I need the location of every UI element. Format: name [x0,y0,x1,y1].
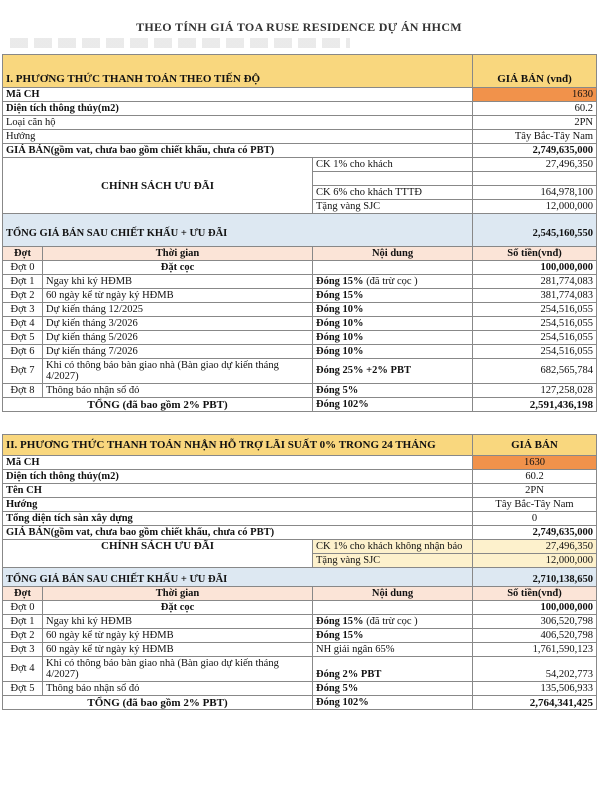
schedule-content: Đóng 10% [313,303,473,317]
schedule-row [3,615,597,629]
schedule-sum-row [3,398,597,412]
schedule-dot: Đợt 6 [3,345,43,359]
schedule-content: Đóng 10% [313,331,473,345]
schedule-time: Thông báo nhận sổ đỏ [43,384,313,398]
schedule-row [3,303,597,317]
schedule-row [3,289,597,303]
schedule-content [313,601,473,615]
policy-item-value: 12,000,000 [473,554,597,568]
schedule-time: Khi có thông báo bàn giao nhà (Bàn giao dự kiến tháng 4/2027) [43,657,313,682]
schedule-content: Đóng 15% (đã trừ cọc ) [313,615,473,629]
schedule-header: Đợt [3,247,43,261]
price-label: GIÁ BÁN(gồm vat, chưa bao gồm chiết khấu, chưa có PBT) [3,526,473,540]
section1-table [2,54,597,434]
price-value: 2,749,635,000 [473,526,597,540]
schedule-dot: Đợt 1 [3,615,43,629]
schedule-time: Dự kiến tháng 5/2026 [43,331,313,345]
schedule-time: Thông báo nhận sổ đỏ [43,682,313,696]
sum-label: TỔNG (đã bao gồm 2% PBT) [3,398,313,412]
policy-item-label: Tặng vàng SJC [313,200,473,214]
schedule-amount: 381,774,083 [473,289,597,303]
schedule-header: Thời gian [43,587,313,601]
section1-heading: I. PHƯƠNG THỨC THANH TOÁN THEO TIẾN ĐỘ [3,55,473,88]
schedule-row [3,682,597,696]
policy-item-value: 164,978,100 [473,186,597,200]
row-value: Tây Bắc-Tây Nam [473,498,597,512]
sum-value: 2,764,341,425 [473,696,597,710]
row-value: 2PN [473,116,597,130]
schedule-time: 60 ngày kể từ ngày ký HĐMB [43,643,313,657]
schedule-row [3,643,597,657]
schedule-dot: Đợt 3 [3,303,43,317]
schedule-content: Đóng 15% [313,629,473,643]
schedule-time: Đặt cọc [43,601,313,615]
schedule-row [3,629,597,643]
schedule-dot: Đợt 7 [3,359,43,384]
schedule-dot: Đợt 8 [3,384,43,398]
schedule-content: Đóng 10% [313,317,473,331]
policy-item-value: 27,496,350 [473,540,597,554]
schedule-amount: 100,000,000 [473,261,597,275]
schedule-content: Đóng 25% +2% PBT [313,359,473,384]
page-title: THEO TÍNH GIÁ TOA RUSE RESIDENCE DỰ ÁN HHCM [136,20,462,34]
schedule-content: Đóng 10% [313,345,473,359]
section2-heading: II. PHƯƠNG THỨC THANH TOÁN NHẬN HỖ TRỢ LÃI SUẤT 0% TRONG 24 THÁNG [3,435,473,456]
row-value: 2PN [473,484,597,498]
total-label: TỔNG GIÁ BÁN SAU CHIẾT KHẤU + ƯU ĐÃI [3,214,473,247]
row-label: Hướng [3,130,473,144]
schedule-amount: 254,516,055 [473,303,597,317]
schedule-dot: Đợt 4 [3,657,43,682]
policy-item-label [313,172,473,186]
schedule-row [3,359,597,384]
schedule-time: Dự kiến tháng 7/2026 [43,345,313,359]
policy-item-value [473,172,597,186]
policy-item-value: 12,000,000 [473,200,597,214]
schedule-amount: 54,202,773 [473,657,597,682]
unit-code-value: 1630 [473,456,597,470]
row-label: Diện tích thông thủy(m2) [3,102,473,116]
row-label: Hướng [3,498,473,512]
schedule-time: Dự kiến tháng 3/2026 [43,317,313,331]
schedule-row [3,331,597,345]
policy-item-label: CK 1% cho khách [313,158,473,172]
schedule-time: Dự kiến tháng 12/2025 [43,303,313,317]
schedule-header: Số tiền(vnđ) [473,247,597,261]
row-value: 0 [473,512,597,526]
schedule-amount: 254,516,055 [473,345,597,359]
schedule-content [313,261,473,275]
schedule-amount: 682,565,784 [473,359,597,384]
schedule-header: Nội dung [313,247,473,261]
row-value: Tây Bắc-Tây Nam [473,130,597,144]
schedule-dot: Đợt 2 [3,629,43,643]
schedule-row [3,601,597,615]
schedule-header: Nội dung [313,587,473,601]
schedule-time: Ngay khi ký HĐMB [43,275,313,289]
total-label: TỔNG GIÁ BÁN SAU CHIẾT KHẤU + ƯU ĐÃI [3,568,473,587]
schedule-dot: Đợt 0 [3,261,43,275]
schedule-header: Thời gian [43,247,313,261]
schedule-row [3,657,597,682]
schedule-row [3,275,597,289]
schedule-time: 60 ngày kể từ ngày ký HĐMB [43,289,313,303]
row-value: 60.2 [473,470,597,484]
schedule-sum-row [3,696,597,710]
section2-table [2,434,597,710]
schedule-amount: 254,516,055 [473,317,597,331]
policy-item-label: Tặng vàng SJC [313,554,473,568]
policy-label: CHÍNH SÁCH ƯU ĐÃI [3,158,313,214]
schedule-dot: Đợt 3 [3,643,43,657]
schedule-dot: Đợt 5 [3,331,43,345]
sum-content: Đóng 102% [313,398,473,412]
schedule-header: Đợt [3,587,43,601]
schedule-amount: 1,761,590,123 [473,643,597,657]
schedule-dot: Đợt 1 [3,275,43,289]
schedule-time: Ngay khi ký HĐMB [43,615,313,629]
schedule-time: 60 ngày kể từ ngày ký HĐMB [43,629,313,643]
total-value: 2,710,138,650 [473,568,597,587]
schedule-dot: Đợt 0 [3,601,43,615]
policy-label: CHÍNH SÁCH ƯU ĐÃI [3,540,313,568]
row-label: Mã CH [3,456,473,470]
policy-item-label: CK 1% cho khách không nhận bảo [313,540,473,554]
schedule-dot: Đợt 4 [3,317,43,331]
unit-code-value: 1630 [473,88,597,102]
row-label: Loại căn hộ [3,116,473,130]
schedule-content: Đóng 5% [313,384,473,398]
schedule-row [3,317,597,331]
section1-price-header: GIÁ BÁN (vnđ) [473,55,597,88]
schedule-content: Đóng 2% PBT [313,657,473,682]
schedule-dot: Đợt 2 [3,289,43,303]
row-label: Mã CH [3,88,473,102]
schedule-header: Số tiền(vnđ) [473,587,597,601]
schedule-row [3,261,597,275]
schedule-content: Đóng 15% [313,289,473,303]
sum-content: Đóng 102% [313,696,473,710]
total-value: 2,545,160,550 [473,214,597,247]
schedule-row [3,345,597,359]
price-label: GIÁ BÁN(gồm vat, chưa bao gồm chiết khấu, chưa có PBT) [3,144,473,158]
sum-value: 2,591,436,198 [473,398,597,412]
schedule-row [3,384,597,398]
policy-item-label: CK 6% cho khách TTTĐ [313,186,473,200]
policy-item-value: 27,496,350 [473,158,597,172]
schedule-amount: 127,258,028 [473,384,597,398]
schedule-dot: Đợt 5 [3,682,43,696]
schedule-content: Đóng 15% (đã trừ cọc ) [313,275,473,289]
blurred-text-strip [10,38,350,48]
schedule-amount: 281,774,083 [473,275,597,289]
schedule-amount: 135,506,933 [473,682,597,696]
section2-price-header: GIÁ BÁN [473,435,597,456]
schedule-amount: 306,520,798 [473,615,597,629]
sum-label: TỔNG (đã bao gồm 2% PBT) [3,696,313,710]
schedule-content: Đóng 5% [313,682,473,696]
schedule-amount: 406,520,798 [473,629,597,643]
price-value: 2,749,635,000 [473,144,597,158]
row-label: Tổng diện tích sàn xây dựng [3,512,473,526]
schedule-amount: 254,516,055 [473,331,597,345]
schedule-time: Khi có thông báo bàn giao nhà (Bàn giao dự kiến tháng 4/2027) [43,359,313,384]
schedule-amount: 100,000,000 [473,601,597,615]
schedule-time: Đặt cọc [43,261,313,275]
schedule-content: NH giải ngân 65% [313,643,473,657]
row-value: 60.2 [473,102,597,116]
row-label: Tên CH [3,484,473,498]
row-label: Diện tích thông thủy(m2) [3,470,473,484]
